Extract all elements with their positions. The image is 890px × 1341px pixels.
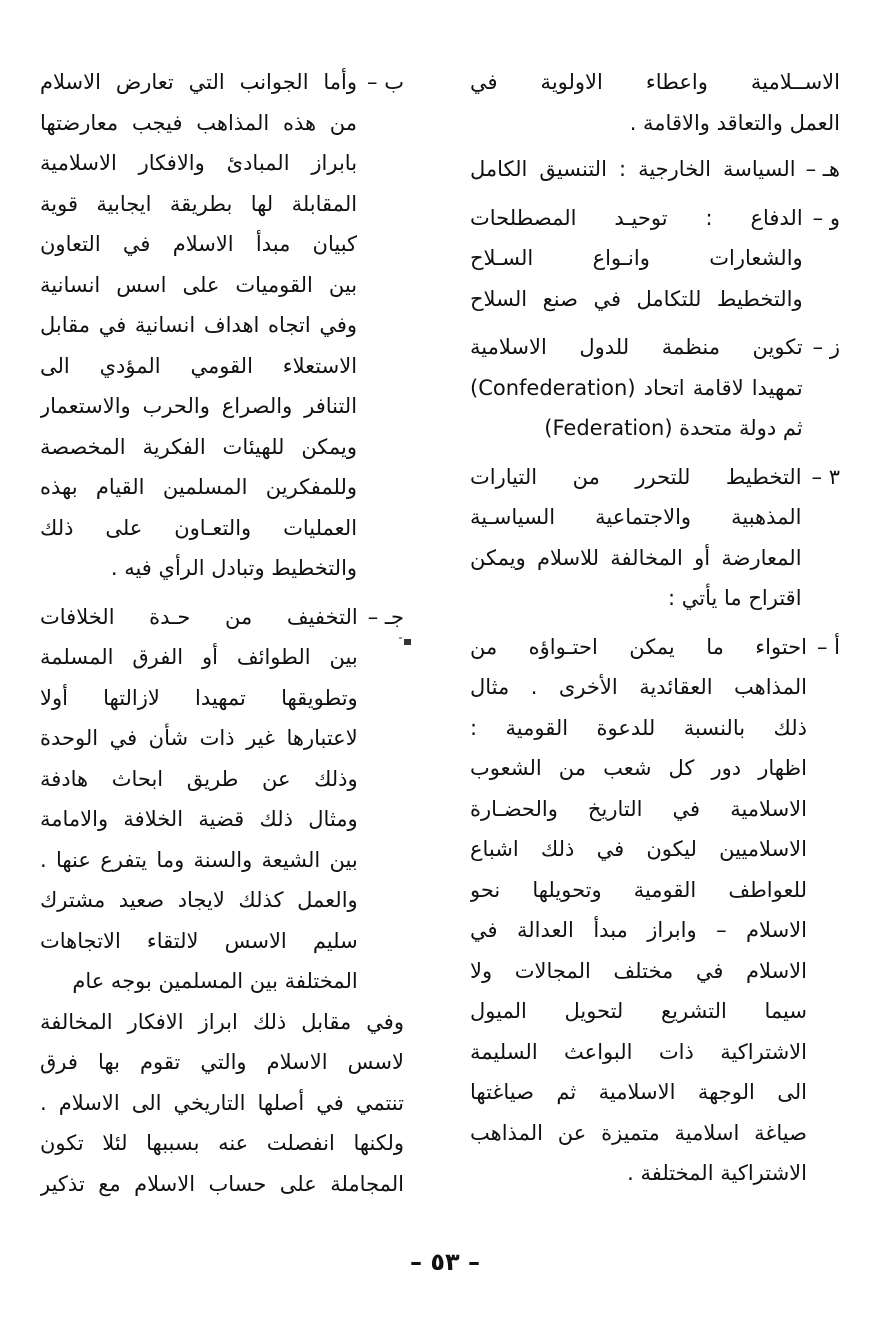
text-line: اظهار دور كل شعب من الشعوب [470, 756, 807, 780]
right-intro-paragraph [470, 62, 840, 143]
item-marker: ب – [367, 70, 404, 94]
item-body [470, 627, 807, 1194]
text-line: الاسلاميين ليكون في ذلك اشباع [470, 837, 807, 861]
list-item-waw [470, 198, 840, 320]
text-line: بين القوميات على اسس انسانية [40, 272, 358, 297]
text-line: بين الشيعة والسنة وما يتفرع عنها . [40, 847, 358, 872]
item-marker: هـ – [805, 157, 840, 181]
text-line: وفي مقابل ذلك ابراز الافكار المخالفة [40, 1009, 404, 1034]
item-marker: و – [812, 205, 840, 230]
right-column [470, 62, 840, 1242]
text-line: المذهبية والاجتماعية السياسـية [470, 505, 802, 529]
text-line: صياغة اسلامية متميزة عن المذاهب [470, 1120, 807, 1145]
text-line: اقتراح ما يأتي : [668, 586, 802, 610]
text-line: ومثال ذلك قضية الخلافة والامامة [40, 807, 358, 831]
text-line: السياسة الخارجية : التنسيق الكامل [470, 157, 796, 181]
text-line: التنافر والصراع والحرب والاستعمار [40, 394, 358, 418]
list-item-alif [470, 627, 840, 1194]
text-line: والتخطيط للتكامل في صنع السلاح [470, 286, 803, 311]
text-line: والتخطيط وتبادل الرأي فيه . [110, 556, 358, 580]
text-line: احتواء ما يمكن احتـواؤه من [470, 634, 807, 659]
text-line: ثم دولة متحدة (Federation) [544, 416, 803, 440]
text-line: تمهيدا لاقامة اتحاد (Confederation) [470, 375, 803, 400]
list-item-jim [40, 597, 404, 1002]
text-line: الاسلام في مختلف المجالات ولا [470, 958, 807, 983]
text-line: الى الوجهة الاسلامية ثم صياغتها [470, 1080, 807, 1104]
text-line: الاسلام – وابراز مبدأ العدالة في [470, 918, 807, 942]
text-line: وذلك عن طريق ابحاث هادفة [40, 766, 358, 791]
text-line: المختلفة بين المسلمين بوجه عام [72, 969, 358, 993]
list-item-ba [40, 62, 404, 589]
text-line: للعواطف القومية وتحويلها نحو [470, 877, 807, 902]
text-line: العمليات والتعـاون على ذلك [40, 515, 358, 540]
text-line: ويمكن للهيئات الفكرية المخصصة [40, 434, 358, 459]
text-line: الاستعلاء القومي المؤدي الى [40, 353, 358, 378]
item-body [470, 457, 802, 619]
text-line: وفي اتجاه اهداف انسانية في مقابل [40, 313, 358, 337]
text-line: سليم الاسس لالتقاء الاتجاهات [40, 928, 358, 953]
text-line: وأما الجوانب التي تعارض الاسلام [40, 70, 358, 94]
text-line: العمل والتعاقد والاقامة . [629, 110, 840, 135]
list-item-ha [470, 149, 840, 190]
text-line: تنتمي في أصلها التاريخي الى الاسلام . [40, 1090, 404, 1115]
text-line: وللمفكرين المسلمين القيام بهذه [40, 475, 358, 499]
text-line: لاعتبارها غير ذات شأن في الوحدة [40, 726, 358, 750]
text-line: تكوين منظمة للدول الاسلامية [470, 335, 803, 359]
text-line: الاسلامية في التاريخ والحضـارة [470, 796, 807, 821]
text-line: التخطيط للتحرر من التيارات [470, 464, 802, 489]
list-item-zay [470, 327, 840, 449]
text-line: والشعارات وانـواع السـلاح [470, 246, 803, 270]
left-continuation-paragraph [40, 1002, 404, 1205]
text-line: المذاهب العقائدية الأخرى . مثال [470, 675, 807, 699]
item-body [40, 62, 357, 589]
item-body [470, 149, 796, 190]
text-line: التخفيف من حـدة الخلافات [40, 604, 358, 629]
page-number: – ٥٣ – [409, 1248, 480, 1276]
text-line: الاســلامية واعطاء الاولوية في [470, 70, 840, 94]
left-column [40, 62, 404, 1242]
item-marker: ٣ – [811, 464, 840, 489]
text-line: الدفاع : توحيـد المصطلحات [470, 205, 803, 230]
text-line: المقابلة لها بطريقة ايجابية قوية [40, 191, 358, 216]
item-body [470, 198, 803, 320]
item-marker: ز – [812, 335, 840, 359]
text-line: كبيان مبدأ الاسلام في التعاون [40, 232, 358, 256]
text-line: لاسس الاسلام والتي تقوم بها فرق [40, 1050, 404, 1074]
item-marker: أ – [816, 634, 840, 659]
text-line: سيما التشريع لتحويل الميول [470, 999, 807, 1023]
list-item-3 [470, 457, 840, 619]
item-marker: جـ – [367, 604, 404, 629]
text-line: ولكنها انفصلت عنه بسببها لئلا تكون [40, 1131, 404, 1155]
text-line: المعارضة أو المخالفة للاسلام ويمكن [470, 545, 802, 570]
text-line: وتطويقها تمهيدا لازالتها أولا [40, 685, 358, 710]
text-line: الاشتراكية المختلفة . [627, 1161, 807, 1185]
item-body [470, 327, 803, 449]
item-body [40, 597, 358, 1002]
text-line: بين الطوائف أو الفرق المسلمة [40, 645, 358, 669]
text-line: بابراز المبادئ والافكار الاسلامية [40, 151, 358, 175]
text-line: من هذه المذاهب فيجب معارضتها [40, 110, 358, 135]
text-line: ذلك بالنسبة للدعوة القومية : [470, 715, 807, 740]
text-line: المجاملة على حساب الاسلام مع تذكير [40, 1171, 404, 1196]
scan-speck [398, 636, 416, 648]
text-line: والعمل كذلك لايجاد صعيد مشترك [40, 888, 358, 912]
text-line: الاشتراكية ذات البواعث السليمة [470, 1039, 807, 1064]
